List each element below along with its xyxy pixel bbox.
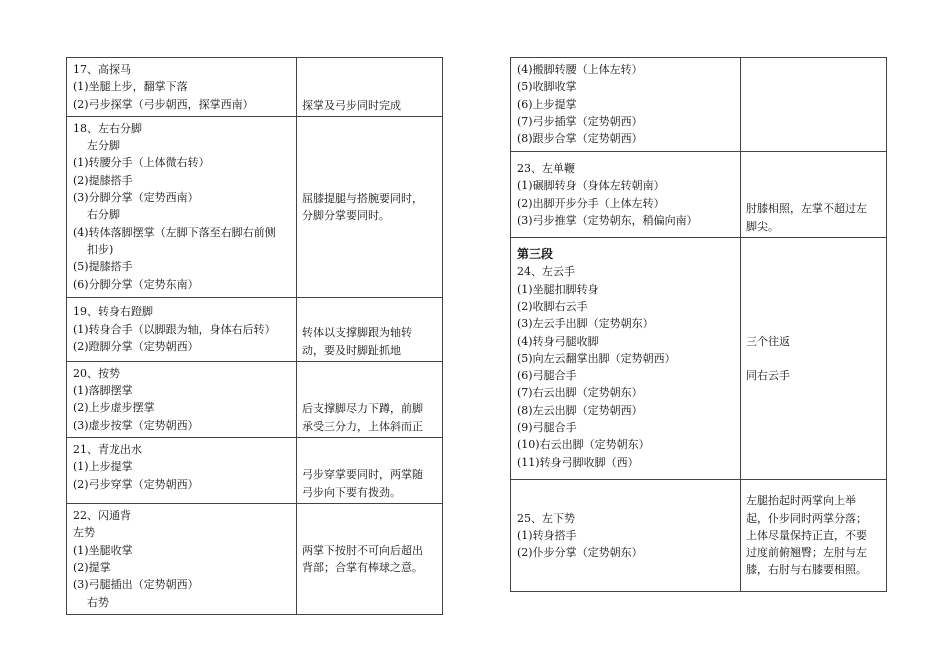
movement-step: (1)坐腿扣脚转身 bbox=[517, 282, 599, 296]
movement-step: (4)转体落脚摆掌（左脚下落至右脚右前侧 bbox=[73, 225, 276, 239]
movement-step: (5)向左云翻掌出脚（定势朝西） bbox=[517, 351, 676, 365]
movement-cell bbox=[67, 116, 297, 297]
movement-step: (2)提膝搭手 bbox=[73, 173, 133, 187]
note-text: 起，仆步同时两掌分落； bbox=[746, 511, 867, 525]
note-text: 脚尖。 bbox=[746, 219, 779, 233]
movement-cell bbox=[67, 504, 297, 615]
movement-step: (2)提掌 bbox=[73, 560, 111, 574]
note-text: 分脚分掌要同时。 bbox=[302, 208, 390, 222]
movement-step: (9)弓腿合手 bbox=[517, 421, 577, 435]
movement-step: (1)转腰分手（上体微右转） bbox=[73, 156, 210, 170]
table-row bbox=[67, 58, 443, 117]
movement-cell bbox=[511, 480, 741, 592]
note-text: 左腿抬起时两掌向上举 bbox=[746, 494, 856, 508]
movement-step: (10)右云出脚（定势朝东） bbox=[517, 438, 650, 452]
movement-step: (5)收脚收掌 bbox=[517, 80, 577, 94]
movement-step: (11)转身弓脚收脚（西） bbox=[517, 455, 639, 469]
note-cell bbox=[297, 297, 443, 361]
movement-cell bbox=[67, 58, 297, 117]
movement-subtitle: 右分脚 bbox=[87, 208, 120, 222]
table-row bbox=[67, 116, 443, 297]
left-table bbox=[66, 57, 443, 615]
table-row bbox=[67, 504, 443, 615]
movement-subtitle: 左势 bbox=[73, 526, 95, 540]
movement-step: (3)弓步推掌（定势朝东，稍偏向南） bbox=[517, 213, 698, 227]
movement-cell bbox=[67, 297, 297, 361]
movement-step: (3)左云手出脚（定势朝东） bbox=[517, 317, 654, 331]
note-text: 弓步向下要有拨劲。 bbox=[302, 485, 401, 499]
movement-subtitle: 右势 bbox=[87, 595, 109, 609]
movement-cell bbox=[67, 438, 297, 504]
note-text: 过度前俯翘臀；左肘与左 bbox=[746, 546, 867, 560]
movement-step: (3)虚步按掌（定势朝西） bbox=[73, 418, 199, 432]
note-text: 动，要及时脚趾抓地 bbox=[302, 343, 401, 357]
movement-step: (7)右云出脚（定势朝东） bbox=[517, 386, 643, 400]
section-heading: 第三段 bbox=[517, 247, 554, 262]
note-text: 转体以支撑脚跟为轴转 bbox=[302, 326, 412, 340]
note-cell bbox=[297, 361, 443, 437]
movement-step: (8)跟步合掌（定势朝西） bbox=[517, 132, 643, 146]
movement-step: (2)弓步穿掌（定势朝西） bbox=[73, 477, 199, 491]
movement-cell bbox=[511, 238, 741, 480]
note-text: 上体尽量保持正直，不要 bbox=[746, 528, 867, 542]
note-cell bbox=[741, 238, 887, 480]
note-cell bbox=[741, 480, 887, 592]
note-text: 弓步穿掌要同时，两掌随 bbox=[302, 468, 423, 482]
movement-step: (1)坐腿收掌 bbox=[73, 543, 133, 557]
movement-title: 24、左云手 bbox=[517, 265, 575, 279]
movement-step: (8)左云出脚（定势朝西） bbox=[517, 403, 643, 417]
note-cell bbox=[741, 152, 887, 238]
movement-step: (2)弓步探掌（弓步朝西，探掌西南） bbox=[73, 97, 254, 111]
movement-step: (2)上步虚步摆掌 bbox=[73, 401, 155, 415]
note-text: 承受三分力，上体斜而正 bbox=[302, 419, 423, 433]
movement-step: (2)仆步分掌（定势朝东） bbox=[517, 546, 643, 560]
movement-step: (3)弓腿插出（定势朝西） bbox=[73, 578, 199, 592]
note-text: 膝，右肘与右膝要相照。 bbox=[746, 563, 867, 577]
movement-step: (7)弓步插掌（定势朝西） bbox=[517, 114, 643, 128]
movement-step: (3)分脚分掌（定势西南） bbox=[73, 191, 199, 205]
note-text: 探掌及弓步同时完成 bbox=[302, 98, 401, 112]
note-text: 背部；合掌有棒球之意。 bbox=[302, 560, 423, 574]
table-row bbox=[67, 438, 443, 504]
note-text: 两掌下按肘不可向后超出 bbox=[302, 543, 423, 557]
movement-step: (4)搬脚转腰（上体左转） bbox=[517, 63, 643, 76]
movement-title: 19、转身右蹬脚 bbox=[73, 305, 153, 319]
movement-step: (1)转身合手（以脚跟为轴，身体右后转） bbox=[73, 322, 276, 336]
note-cell bbox=[297, 58, 443, 117]
movement-cell bbox=[511, 152, 741, 238]
note-spacer bbox=[746, 350, 882, 367]
movement-title: 17、高探马 bbox=[73, 63, 131, 76]
movement-cell bbox=[511, 58, 741, 152]
movement-step: (4)转身弓腿收脚 bbox=[517, 334, 599, 348]
table-row bbox=[511, 58, 887, 152]
movement-step: (1)转身搭手 bbox=[517, 528, 577, 542]
movement-step: (2)出脚开步分手（上体左转） bbox=[517, 196, 665, 210]
movement-step: (1)上步提掌 bbox=[73, 460, 133, 474]
table-row bbox=[511, 238, 887, 480]
right-table bbox=[510, 57, 887, 592]
note-cell bbox=[297, 438, 443, 504]
movement-step: 扣步) bbox=[87, 242, 114, 256]
movement-title: 20、按势 bbox=[73, 366, 120, 380]
note-cell bbox=[297, 504, 443, 615]
movement-step: (2)蹬脚分掌（定势朝西） bbox=[73, 340, 199, 354]
movement-subtitle: 左分脚 bbox=[87, 139, 120, 153]
note-text: 肘膝相照，左掌不超过左 bbox=[746, 202, 867, 216]
movement-step: (2)收脚右云手 bbox=[517, 299, 588, 313]
note-text: 后支撑脚尽力下蹲，前脚 bbox=[302, 402, 423, 416]
movement-step: (6)上步提掌 bbox=[517, 97, 577, 111]
note-cell bbox=[741, 58, 887, 152]
movement-title: 22、闪通背 bbox=[73, 509, 131, 523]
movement-title: 25、左下势 bbox=[517, 511, 575, 525]
table-row bbox=[511, 152, 887, 238]
note-cell bbox=[297, 116, 443, 297]
table-row bbox=[67, 361, 443, 437]
movement-title: 18、左右分脚 bbox=[73, 121, 142, 135]
movement-title: 23、左单鞭 bbox=[517, 161, 575, 175]
movement-step: (6)分脚分掌（定势东南） bbox=[73, 277, 199, 291]
movement-cell bbox=[67, 361, 297, 437]
movement-title: 21、青龙出水 bbox=[73, 443, 142, 457]
movement-step: (6)弓腿合手 bbox=[517, 369, 577, 383]
table-row bbox=[67, 297, 443, 361]
movement-step: (1)碾脚转身（身体左转朝南） bbox=[517, 179, 665, 193]
note-text: 同右云手 bbox=[746, 369, 790, 382]
movement-step: (1)落脚摆掌 bbox=[73, 384, 133, 398]
movement-step: (1)坐腿上步，翻掌下落 bbox=[73, 80, 188, 94]
table-row bbox=[511, 480, 887, 592]
note-text: 屈膝提腿与搭腕要同时， bbox=[302, 191, 423, 205]
note-text: 三个往返 bbox=[746, 334, 790, 348]
movement-step: (5)提膝搭手 bbox=[73, 260, 133, 274]
